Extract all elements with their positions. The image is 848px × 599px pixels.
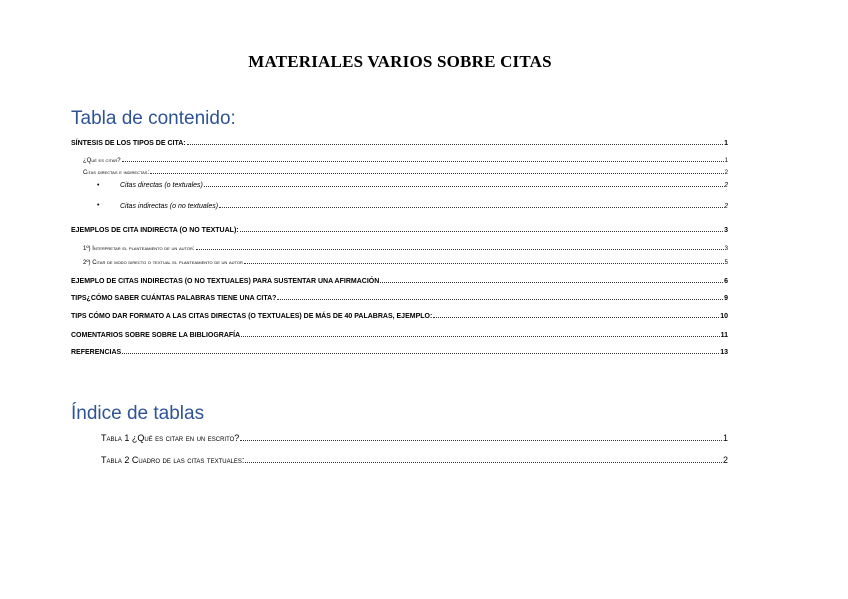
toc-entry[interactable] [71, 295, 728, 302]
bullet-icon: • [97, 182, 100, 189]
table-index-entry[interactable] [101, 433, 728, 443]
toc-entry[interactable] [71, 349, 728, 356]
toc-entry[interactable] [71, 140, 728, 147]
toc-leader-dots [277, 299, 723, 300]
toc-entry[interactable] [120, 203, 728, 210]
toc-entry-label: COMENTARIOS SOBRE SOBRE LA BIBLIOGRAFÍA [71, 332, 241, 339]
toc-entry[interactable] [120, 182, 728, 189]
toc-leader-dots [240, 231, 723, 232]
toc-entry-page: 3 [724, 227, 728, 234]
page-title: MATERIALES VARIOS SOBRE CITAS [248, 52, 552, 71]
toc-entry-label: Citas directas (o textuales) [120, 182, 203, 189]
toc-entry-label: ¿Qué es citar? [83, 158, 121, 164]
table-index-page: 2 [722, 455, 728, 465]
toc-leader-dots [219, 207, 723, 208]
tables-heading: Índice de tablas [71, 403, 205, 424]
toc-leader-dots [150, 173, 724, 174]
toc-entry-page: 2 [724, 170, 728, 176]
toc-leader-dots [122, 161, 724, 162]
toc-leader-dots [196, 249, 724, 250]
toc-entry-page: 6 [724, 278, 728, 285]
toc-leader-dots [433, 317, 719, 318]
toc-leader-dots [244, 263, 724, 264]
toc-entry-page: 2 [724, 203, 728, 210]
toc-entry[interactable] [83, 158, 728, 164]
toc-entry-label: 2º) Citar de modo directo o textual el planteamiento de un autor [83, 260, 243, 266]
toc-entry-page: 3 [724, 246, 728, 252]
toc-entry[interactable] [83, 260, 728, 266]
table-index-label: Tabla 1 ¿Qué es citar en un escrito? [101, 433, 240, 443]
toc-heading: Tabla de contenido: [71, 108, 236, 129]
toc-entry-page: 1 [724, 140, 728, 147]
toc-entry-label: SÍNTESIS DE LOS TIPOS DE CITA: [71, 140, 186, 147]
toc-entry-label: TIPS CÓMO DAR FORMATO A LAS CITAS DIRECTAS (O TEXTUALES) DE MÁS DE 40 PALABRAS, EJEMPLO: [71, 313, 433, 320]
toc-entry-label: Citas indirectas (o no textuales) [120, 203, 219, 210]
toc-entry[interactable] [71, 313, 728, 320]
toc-entry-label: REFERENCIAS [71, 349, 122, 356]
bullet-icon: • [97, 202, 100, 209]
toc-entry-page: 13 [720, 349, 728, 356]
toc-leader-dots [240, 440, 722, 441]
toc-leader-dots [187, 144, 723, 145]
toc-entry[interactable] [83, 170, 728, 176]
toc-leader-dots [380, 282, 723, 283]
toc-entry[interactable] [71, 278, 728, 285]
toc-entry[interactable] [83, 246, 728, 252]
toc-entry-page: 1 [724, 158, 728, 164]
toc-entry-page: 11 [720, 332, 728, 339]
table-index-entry[interactable] [101, 455, 728, 465]
toc-leader-dots [245, 462, 722, 463]
toc-entry-label: TIPS¿CÓMO SABER CUÁNTAS PALABRAS TIENE UNA CITA? [71, 295, 277, 302]
table-index-page: 1 [722, 433, 728, 443]
toc-leader-dots [204, 186, 723, 187]
toc-entry-page: 9 [724, 295, 728, 302]
toc-entry[interactable] [71, 227, 728, 234]
toc-entry-page: 2 [724, 182, 728, 189]
toc-entry-label: EJEMPLOS DE CITA INDIRECTA (O NO TEXTUAL): [71, 227, 239, 234]
toc-leader-dots [241, 336, 719, 337]
toc-entry-page: 5 [724, 260, 728, 266]
toc-entry-label: EJEMPLO DE CITAS INDIRECTAS (O NO TEXTUALES) PARA SUSTENTAR UNA AFIRMACIÓN [71, 278, 380, 285]
toc-entry[interactable] [71, 332, 728, 339]
toc-entry-label: 1º) Interpretar el planteamiento de un autor: [83, 246, 195, 252]
toc-entry-label: Citas directas e indirectas: [83, 170, 150, 176]
toc-entry-page: 10 [720, 313, 728, 320]
toc-leader-dots [122, 353, 719, 354]
table-index-label: Tabla 2 Cuadro de las citas textuales: [101, 455, 245, 465]
